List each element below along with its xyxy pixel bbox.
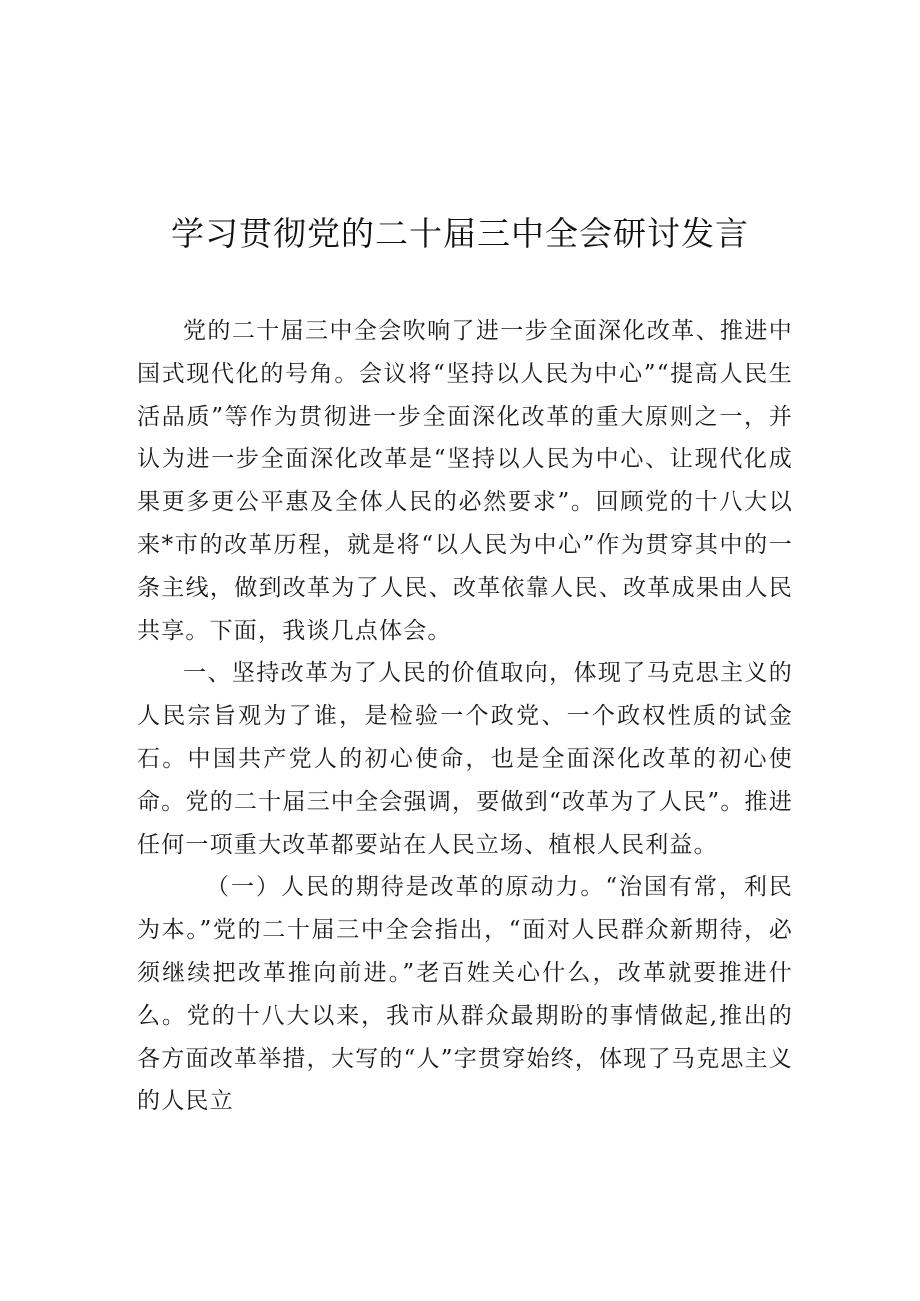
paragraph-section-one: 一、坚持改革为了人民的价值取向，体现了马克思主义的人民宗旨观为了谁，是检验一个政党、一个政权性质的试金石。中国共产党人的初心使命，也是全面深化改革的初心使命。党的二十届三中全会强调，要做到“改革为了人民”。推进任何一项重大改革都要站在人民立场、植根人民利益。 xyxy=(137,660,793,858)
paragraph-intro: 党的二十届三中全会吹响了进一步全面深化改革、推进中国式现代化的号角。会议将“坚持以人民为中心”“提高人民生活品质”等作为贯彻进一步全面深化改革的重大原则之一，并认为进一步全面深化改革是“坚持以人民为中心、让现代化成果更多更公平惠及全体人民的必然要求”。回顾党的十八大以来*市的改革历程，就是将“以人民为中心”作为贯穿其中的一条主线，做到改革为了人民、改革依靠人民、改革成果由人民共享。下面，我谈几点体会。 xyxy=(137,318,793,644)
paragraph-subsection-one: （一）人民的期待是改革的原动力。“治国有常，利民为本。”党的二十届三中全会指出，“面对人民群众新期待，必须继续把改革推向前进。”老百姓关心什么，改革就要推进什么。党的十八大以来，我市从群众最期盼的事情做起,推出的各方面改革举措，大写的“人”字贯穿始终，体现了马克思主义的人民立 xyxy=(137,874,793,1115)
document-body xyxy=(137,310,793,1123)
document-title: 学习贯彻党的二十届三中全会研讨发言 xyxy=(171,214,749,253)
